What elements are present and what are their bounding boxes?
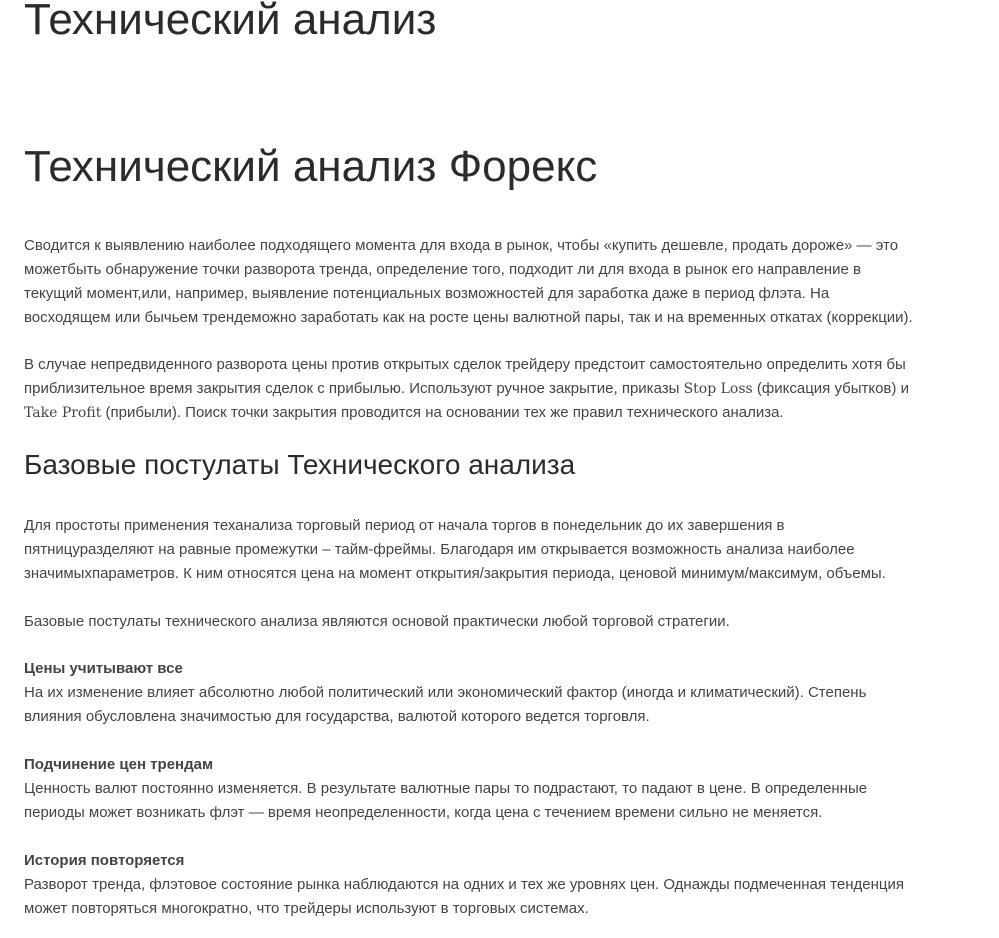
paragraph-line: Для простоты применения теханализа торговый период от начала торгов в понедельник до их завершения в [24,517,785,534]
paragraph-text: приблизительное время закрытия сделок с прибылью. Используют ручное закрытие, приказы [24,380,684,397]
paragraph-line: влияния обусловлена значимостью для государства, валютой которого ведется торговля. [24,708,650,725]
paragraph-line: пятницуразделяют на равные промежутки – тайм-фреймы. Благодаря им открывается возможность анализа наиболее [24,541,855,558]
paragraph-text: (фиксация убытков) и [752,380,909,397]
paragraph-line: периоды может возникать флэт — время неопределенности, когда цена с течением времени сильно не меняется. [24,804,823,821]
article-title: Технический анализ Форекс [24,142,598,191]
page-title: Технический анализ [24,0,437,44]
intro-paragraph [24,234,979,330]
paragraph-line: В случае непредвиденного разворота цены против открытых сделок трейдеру предстоит самостоятельно определить хотя бы [24,356,906,373]
section-title: Базовые постулаты Технического анализа [24,449,576,480]
take-profit-term: Take Profit [24,405,102,421]
paragraph-line: текущий момент,или, например, выявление потенциальных возможностей для заработка даже в период флэта. На [24,285,830,302]
postulate-text-trends [24,777,979,825]
paragraph-line: Ценность валют постоянно изменяется. В результате валютные пары то подрастают, то падают в цене. В определенные [24,780,868,797]
paragraph-line: значимыхпараметров. К ним относятся цена на момент открытия/закрытия периода, ценовой минимум/максимум, объемы. [24,565,886,582]
postulate-heading-history: История повторяется [24,852,185,869]
postulate-text-prices [24,681,979,729]
paragraph-line: На их изменение влияет абсолютно любой политический или экономический фактор (иногда и климатический). Степень [24,684,867,701]
basis-paragraph [24,610,979,634]
postulate-heading-trends: Подчинение цен трендам [24,756,214,773]
paragraph-line: восходящем или бычьем трендеможно заработать как на росте цены валютной пары, так и на временных откатах (коррекции). [24,309,913,326]
postulate-heading-prices: Цены учитывают все [24,660,183,677]
paragraph-line: Базовые постулаты технического анализа являются основой практически любой торговой стратегии. [24,613,730,630]
paragraph-line: Сводится к выявлению наиболее подходящего момента для входа в рынок, чтобы «купить дешевле, продать дороже» — это [24,237,899,254]
postulate-text-history [24,873,979,921]
paragraph-line: может повторяться многократно, что трейдеры используют в торговых системах. [24,900,589,917]
timeframes-paragraph [24,514,979,586]
reversal-paragraph [24,353,979,425]
paragraph-line [24,377,979,401]
paragraph-line: Разворот тренда, флэтовое состояние рынка наблюдаются на одних и тех же уровнях цен. Однажды подмеченная тенденция [24,876,904,893]
stop-loss-term: Stop Loss [683,381,753,397]
paragraph-text: (прибыли). Поиск точки закрытия проводится на основании тех же правил технического анализа. [101,404,784,421]
paragraph-line [24,401,979,425]
paragraph-line: можетбыть обнаружение точки разворота тренда, определение того, подходит ли для входа в рынок его направление в [24,261,861,278]
